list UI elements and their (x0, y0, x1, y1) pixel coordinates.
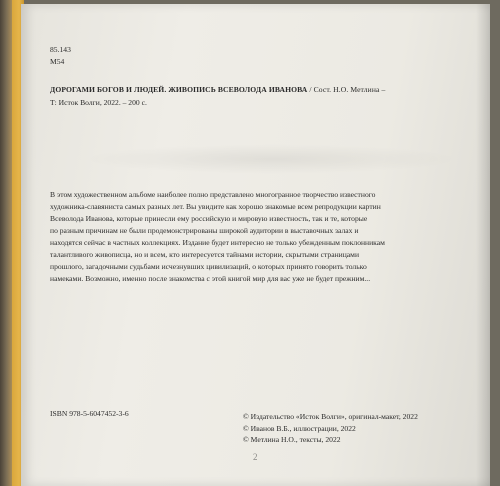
annotation-line: намеками. Возможно, именно после знакомства с этой книгой мир для вас уже не будет прежним... (50, 274, 371, 283)
copyright-line: © Метлина Н.О., тексты, 2022 (243, 435, 341, 444)
annotation-line: художника-славяниста самых разных лет. Вы увидите как хорошо знакомые всем репродукции картин (50, 202, 381, 211)
copyright-block (243, 411, 418, 446)
udk-code: 85.143 (50, 45, 71, 54)
annotation (50, 189, 445, 285)
annotation-line: прошлого, загадочными судьбами исчезнувших цивилизаций, о которых принято говорить только (50, 262, 367, 271)
bibliographic-title (50, 84, 385, 96)
page-number: 2 (253, 452, 258, 462)
annotation-line: находятся сейчас в частных коллекциях. Издание будет интересно не только убежденным поклонникам (50, 238, 385, 247)
show-through-text (81, 144, 461, 174)
responsibility: / Сост. Н.О. Метлина – (307, 85, 386, 94)
publication-details: Т: Исток Волги, 2022. – 200 с. (50, 98, 147, 107)
annotation-line: талантливого живописца, но и всем, кто интересуется тайнами истории, скрытыми страницами (50, 250, 360, 259)
copyright-line: © Издательство «Исток Волги», оригинал-макет, 2022 (243, 412, 418, 421)
annotation-line: по разным причинам не были продемонстрированы широкой аудитории в выставочных залах и (50, 226, 359, 235)
page-shadow (476, 4, 490, 486)
copyright-line: © Иванов В.Б., иллюстрации, 2022 (243, 423, 356, 433)
annotation-line: В этом художественном альбоме наиболее полно представлено многогранное творчество известного (50, 190, 376, 199)
bbk-code: М54 (50, 57, 65, 66)
isbn: ISBN 978-5-6047452-3-6 (50, 409, 129, 418)
book-title: ДОРОГАМИ БОГОВ И ЛЮДЕЙ. ЖИВОПИСЬ ВСЕВОЛОДА ИВАНОВА (50, 85, 308, 94)
book-page (21, 4, 490, 486)
annotation-line: Всеволода Иванова, которые принесли ему российскую и мировую известность, так и те, которые (50, 214, 368, 223)
